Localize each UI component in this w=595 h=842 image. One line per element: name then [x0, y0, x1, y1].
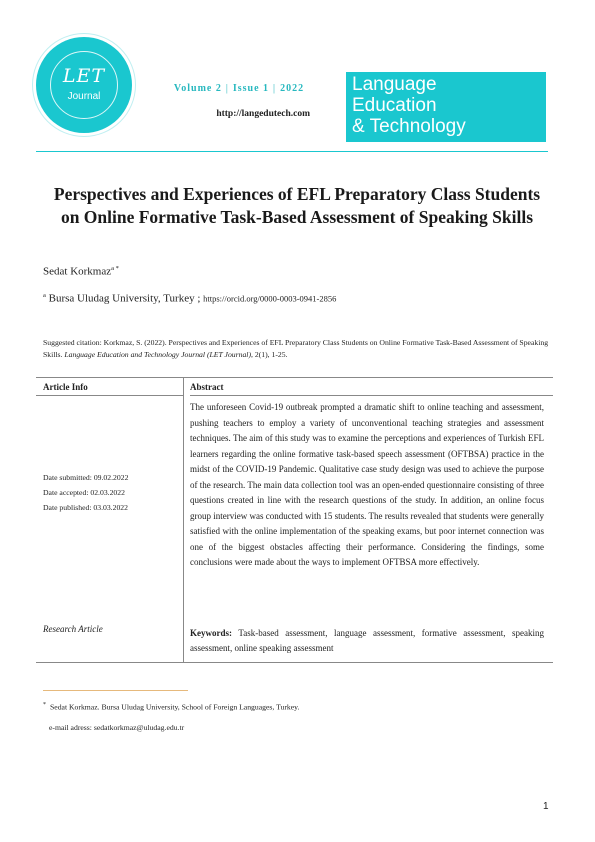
brand-line: Language [352, 74, 437, 95]
title-line: on Online Formative Task-Based Assessment of Speaking Skills [60, 207, 534, 227]
citation-text: Suggested citation: Korkmaz, S. (2022). Perspectives and Experiences of EFL Preparatory Class Students on Online Formative Task-Based Assessment of Speaking Skills. [43, 338, 549, 359]
article-type: Research Article [43, 624, 103, 634]
article-info-heading: Article Info [43, 382, 88, 392]
journal-url-link[interactable]: http://langedutech.com [216, 109, 310, 119]
affiliation-line [43, 292, 336, 305]
footnote-rule [43, 690, 188, 691]
table-top-rule [36, 377, 553, 378]
author-line [43, 265, 119, 278]
footnote-email: e-mail adress: sedatkorkmaz@uludag.edu.tr [49, 723, 185, 732]
keywords-block [190, 626, 544, 655]
volume-label: Volume 2 [173, 83, 222, 94]
page-number: 1 [543, 801, 549, 812]
column-divider [183, 377, 184, 663]
keywords-list: Task-based assessment, language assessment, formative assessment, speaking assessment, online speaking assessment [190, 628, 544, 653]
issue-line: Volume 2 | Issue 1 | 2022 [173, 83, 305, 94]
article-title [36, 183, 558, 229]
logo-sub-text: Journal [67, 91, 101, 102]
date-accepted: Date accepted: 02.03.2022 [43, 488, 125, 497]
citation-journal: Language Education and Technology Journal (LET Journal) [64, 350, 252, 359]
author-superscript: a * [111, 265, 119, 272]
logo-main-text: LET [62, 65, 106, 87]
info-header-rule [36, 395, 183, 396]
issue-label: Issue 1 [232, 83, 270, 94]
journal-logo [36, 37, 132, 133]
year-label: 2022 [280, 83, 305, 94]
brand-line: Education [352, 95, 437, 116]
affiliation-text: Bursa Uludag University, Turkey ; [48, 292, 201, 305]
date-published: Date published: 03.03.2022 [43, 503, 128, 512]
header-divider [36, 151, 548, 152]
footnote-author [43, 702, 299, 712]
footnote-author-text: Sedat Korkmaz. Bursa Uludag University, School of Foreign Languages, Turkey. [50, 702, 300, 712]
abstract-heading: Abstract [190, 382, 224, 392]
keywords-label: Keywords: [190, 628, 232, 638]
footnote-mark: * [43, 702, 46, 708]
orcid-link[interactable]: https://orcid.org/0000-0003-0941-2856 [203, 293, 337, 304]
brand-banner [346, 72, 546, 142]
suggested-citation [43, 337, 553, 361]
title-line: Perspectives and Experiences of EFL Preparatory Class Students [53, 184, 541, 204]
table-bottom-rule [36, 662, 553, 663]
abstract-text: The unforeseen Covid-19 outbreak prompted a dramatic shift to online teaching and assessment, pushing teachers to employ a variety of unconventional teaching strategies and assessment techniques. The aim of this study was to examine the perceptions and experiences of Turkish EFL learners regarding the online formative task-based speech assessment (OFTBSA) practice in the midst of the COVID-19 Pandemic. Qualitative case study design was used to achieve the purpose of the research. The main data collection tool was an open-ended questionnaire consisting of three questions created in line with the research questions of the study. In addition, an online focus group interview was conducted with 15 students. The results revealed that students were generally satisfied with the online implementation of the speaking exams, but poor internet connection was one of the biggest obstacles affecting their performance. Considering the findings, some conclusions were made about the ways to implement OFTBSA more effectively. [190, 402, 544, 567]
author-name: Sedat Korkmaz [43, 265, 112, 278]
affiliation-superscript: a [43, 292, 46, 299]
date-submitted: Date submitted: 09.02.2022 [43, 473, 129, 482]
brand-line: & Technology [352, 116, 466, 137]
abstract-header-rule [190, 395, 553, 396]
citation-suffix: , 2(1), 1-25. [251, 350, 288, 359]
